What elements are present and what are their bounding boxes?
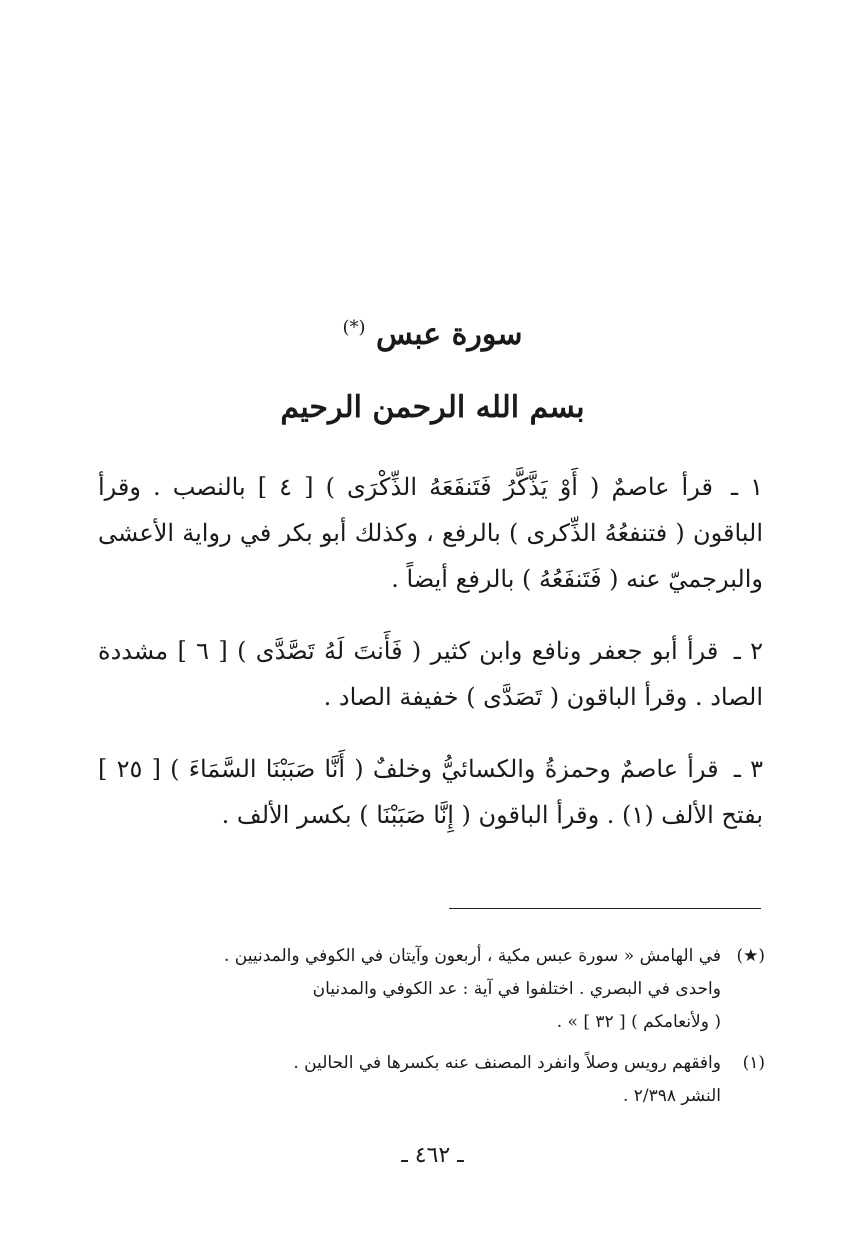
footnote-star bbox=[100, 940, 765, 1039]
surah-title bbox=[0, 308, 865, 355]
footnote-line: ( ولأنعامكم ) [ ٣٢ ] » . bbox=[556, 1012, 721, 1032]
footnotes bbox=[100, 940, 765, 1121]
basmala: بسم الله الرحمن الرحيم bbox=[280, 390, 585, 425]
footnote-star-marker: (*) bbox=[342, 317, 366, 338]
entry-text: قرأ أبو جعفر ونافع وابن كثير ( فَأَنتَ لَهُ تَصَّدَّى ) [ ٦ ] مشددة الصاد . وقرأ الباقون ( تَصَدَّى ) خفيفة الصاد . bbox=[98, 637, 763, 711]
entry-number: ٣ ـ bbox=[733, 755, 763, 783]
entry-text: قرأ عاصمٌ وحمزةُ والكسائيُّ وخلفٌ ( أَنَّا صَبَبْنَا السَّمَاءَ ) [ ٢٥ ] بفتح الألف (١) . وقرأ الباقون ( إِنَّا صَبَبْنَا ) بكسر الألف . bbox=[98, 755, 763, 829]
surah-title-text: سورة عبس bbox=[376, 317, 523, 352]
reading-entry-3 bbox=[98, 746, 763, 838]
footnote-mark: (١) bbox=[742, 1053, 765, 1073]
footnote-body bbox=[100, 940, 721, 1039]
footnote-body bbox=[100, 1047, 721, 1113]
page-number: ـ ٤٦٢ ـ bbox=[401, 1143, 464, 1168]
footnote-line: واحدى في البصري . اختلفوا في آية : عد الكوفي والمدنيان bbox=[312, 979, 721, 999]
entry-text: قرأ عاصمٌ ( أَوْ يَذَّكَّرُ فَتَنفَعَهُ الذِّكْرَى ) [ ٤ ] بالنصب . وقرأ الباقون ( فتنفعُهُ الذِّكرى ) بالرفع ، وكذلك أبو بكر في رواية الأعشى والبرجميّ عنه ( فَتَنفَعُهُ ) بالرفع أيضاً . bbox=[98, 473, 763, 593]
entry-number: ١ ـ bbox=[731, 473, 763, 501]
reading-entry-1 bbox=[98, 464, 763, 602]
footnote-line: النشر ٢/٣٩٨ . bbox=[622, 1086, 721, 1106]
footnote-line: في الهامش « سورة عبس مكية ، أربعون وآيتان في الكوفي والمدنيين . bbox=[223, 946, 721, 966]
footnote-mark: (★) bbox=[736, 946, 765, 966]
footnote-line: وافقهم رويس وصلاً وانفرد المصنف عنه بكسرها في الحالين . bbox=[293, 1053, 721, 1073]
reading-entry-2 bbox=[98, 628, 763, 720]
footnote-separator bbox=[449, 908, 761, 909]
readings-list bbox=[98, 464, 763, 864]
footnote-1 bbox=[100, 1047, 765, 1113]
entry-number: ٢ ـ bbox=[733, 637, 763, 665]
